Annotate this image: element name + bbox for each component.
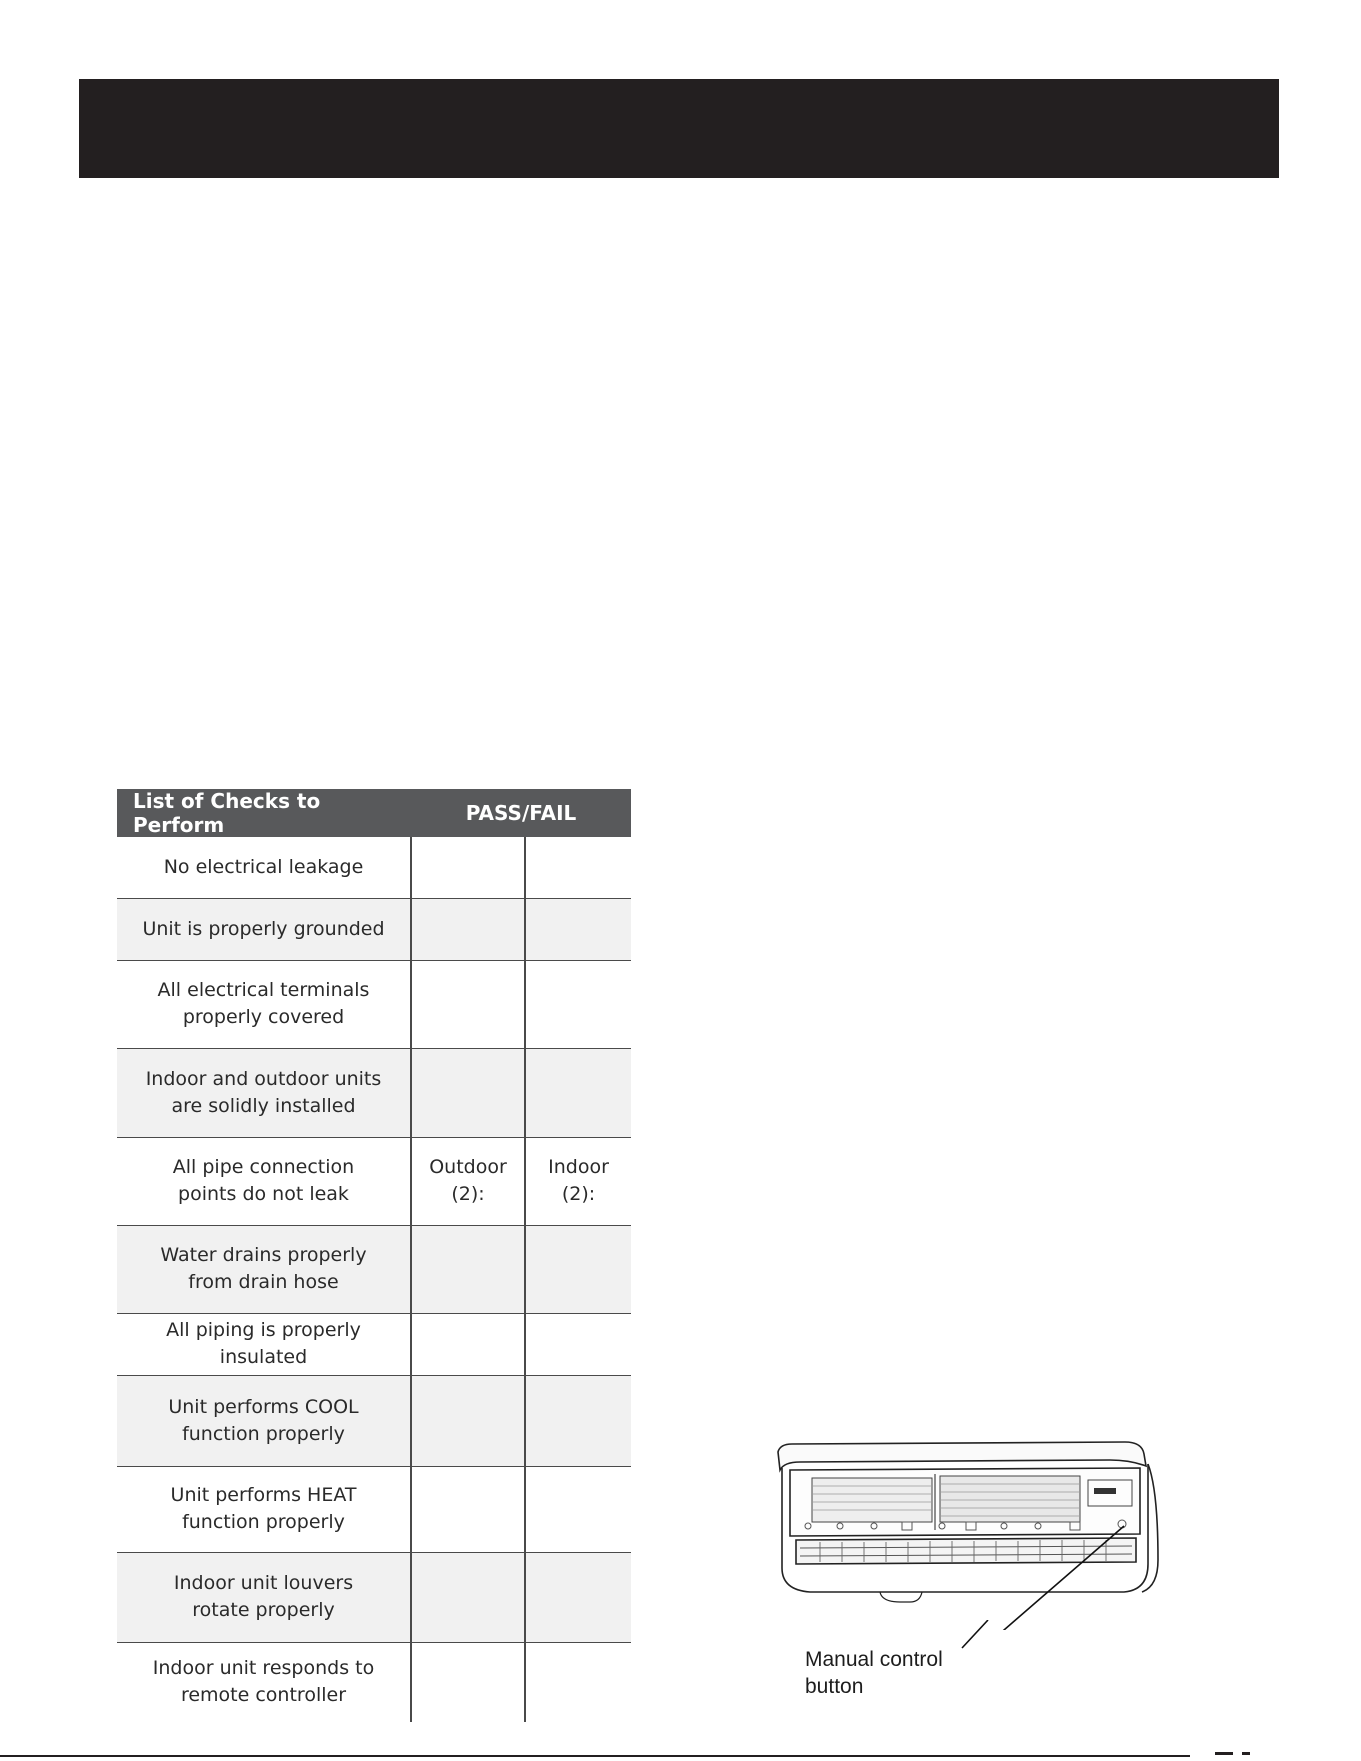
- fail-cell: [525, 1048, 631, 1137]
- table-row: [117, 837, 631, 898]
- pass-cell: [411, 1225, 525, 1313]
- table-row: [117, 1466, 631, 1552]
- table-row: [117, 1225, 631, 1313]
- check-cell: All pipe connection points do not leak: [117, 1137, 411, 1225]
- indoor-unit-illustration: [770, 1440, 1160, 1630]
- pass-cell: [411, 960, 525, 1048]
- table-row: [117, 1137, 631, 1225]
- header-checks: List of Checks to Perform: [117, 789, 411, 837]
- pass-cell: Outdoor (2):: [411, 1137, 525, 1225]
- fail-cell: Indoor (2):: [525, 1137, 631, 1225]
- table-row: [117, 1552, 631, 1642]
- check-cell: Indoor unit louvers rotate properly: [117, 1552, 411, 1642]
- table-row: [117, 1313, 631, 1375]
- check-cell: Unit performs COOL function properly: [117, 1375, 411, 1466]
- fail-cell: [525, 1466, 631, 1552]
- pass-cell: [411, 1375, 525, 1466]
- fail-cell: [525, 898, 631, 960]
- check-cell: Indoor unit responds to remote controller: [152, 1657, 375, 1707]
- check-cell: Unit performs HEAT function properly: [117, 1466, 411, 1552]
- check-cell: All electrical terminals properly covered: [117, 960, 411, 1048]
- footer-rule: [0, 1755, 1190, 1757]
- check-cell: Unit is properly grounded: [117, 898, 411, 960]
- manual-control-button-label: Manual control button: [805, 1648, 943, 1698]
- fail-cell: [525, 1375, 631, 1466]
- table-row: [117, 960, 631, 1048]
- header-bar: [79, 79, 1279, 178]
- fail-cell: [525, 1313, 631, 1375]
- header-passfail: PASS/FAIL: [411, 789, 631, 837]
- check-cell: No electrical leakage: [117, 837, 411, 898]
- fail-cell: [525, 1642, 631, 1722]
- pass-cell: [411, 1552, 525, 1642]
- check-cell: Water drains properly from drain hose: [117, 1225, 411, 1313]
- table-row: [117, 1642, 631, 1722]
- table-row: [117, 1048, 631, 1137]
- table-row: [117, 898, 631, 960]
- check-cell: All piping is properly insulated: [117, 1313, 411, 1375]
- pass-cell: [411, 1466, 525, 1552]
- table-header-row: [117, 789, 631, 837]
- fail-cell: [525, 837, 631, 898]
- fail-cell: [525, 1552, 631, 1642]
- table-row: [117, 1375, 631, 1466]
- fail-cell: [525, 1225, 631, 1313]
- check-cell: Indoor and outdoor units are solidly installed: [117, 1048, 411, 1137]
- footer-mark: [1242, 1752, 1250, 1755]
- footer-mark: [1215, 1752, 1233, 1755]
- pass-cell: [411, 837, 525, 898]
- pass-cell: [411, 1313, 525, 1375]
- pass-cell: [411, 898, 525, 960]
- pass-cell: [411, 1642, 525, 1722]
- pass-cell: [411, 1048, 525, 1137]
- checks-table: [117, 789, 631, 1722]
- fail-cell: [525, 960, 631, 1048]
